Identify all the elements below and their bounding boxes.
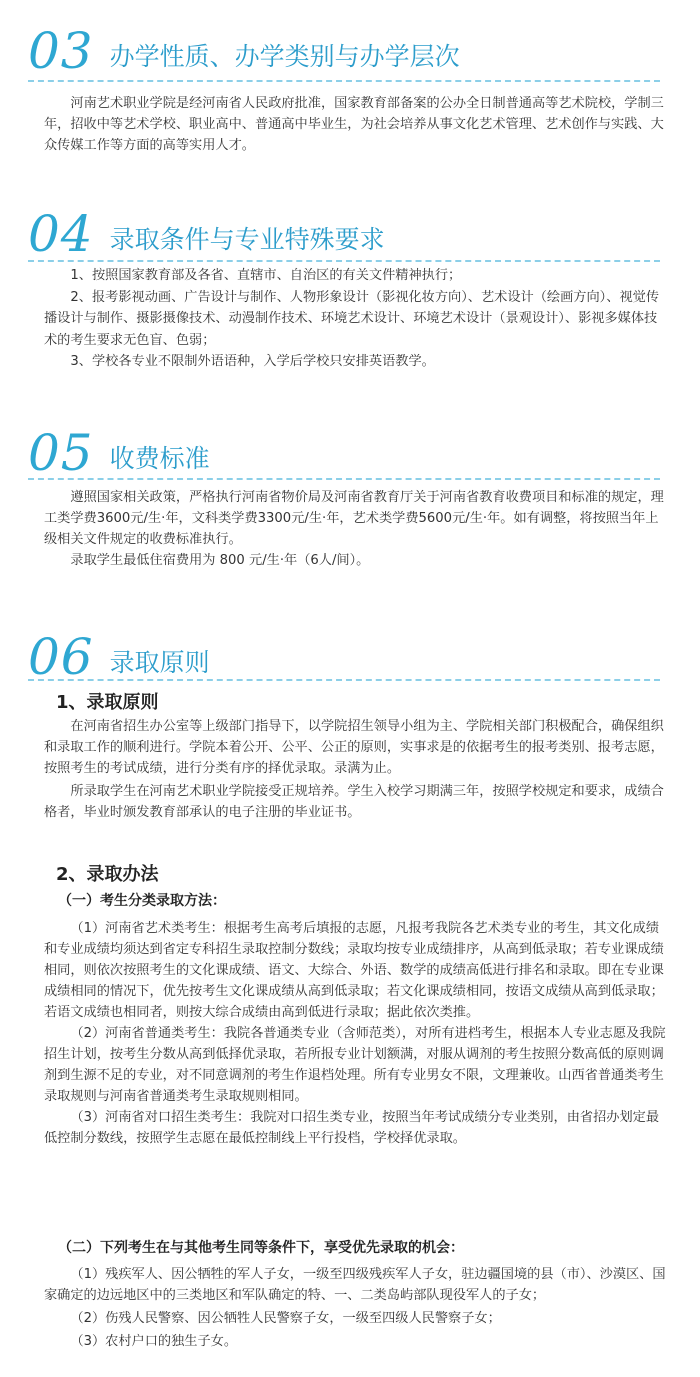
section-title: 录取条件与专业特殊要求 [109,225,385,254]
section-04-body [44,265,668,373]
paragraph: 所录取学生在河南艺术职业学院接受正规培养。学生入校学习期满三年，按照学校规定和要求，成绩合格者，毕业时颁发教育部承认的电子注册的毕业证书。 [44,784,664,820]
section-divider [28,80,660,82]
paragraph: （3）河南省对口招生类考生：我院对口招生类专业，按照当年考试成绩分专业类别，由省招办划定最低控制分数线，按照学生志愿在最低控制线上平行投档，学校择优录取。 [44,1110,660,1146]
section-05-body [44,487,666,571]
section-number: 06 [28,628,94,686]
priority-admission-body [44,1264,666,1352]
list-item: 2、报考影视动画、广告设计与制作、人物形象设计（影视化妆方向）、艺术设计（绘画方向）、视觉传播设计与制作、摄影摄像技术、动漫制作技术、环境艺术设计、环境艺术设计（景观设计）、影视多媒体技术的考生要求无色盲、色弱； [44,289,660,348]
section-number: 04 [28,205,94,263]
list-item: 1、按照国家教育部及各省、直辖市、自治区的有关文件精神执行； [70,268,462,283]
paragraph: （2）伤残人民警察、因公牺牲人民警察子女，一级至四级人民警察子女； [70,1311,501,1326]
heading-admission-principles: 1、录取原则 [56,692,159,713]
section-number: 03 [28,22,94,80]
paragraph: （1）残疾军人、因公牺牲的军人子女，一级至四级残疾军人子女，驻边疆国境的县（市）、沙漠区、国家确定的边远地区中的三类地区和军队确定的特、一、二类岛屿部队现役军人的子女； [44,1267,666,1303]
section-04-header [28,195,385,263]
paragraph: 河南艺术职业学院是经河南省人民政府批准，国家教育部备案的公办全日制普通高等艺术院校，学制三年，招收中等艺术学校、职业高中、普通高中毕业生，为社会培养从事文化艺术管理、艺术创作与实践、大众传媒工作等方面的高等实用人才。 [44,96,664,153]
section-divider [28,679,660,681]
section-title: 收费标准 [109,444,210,473]
section-number: 05 [28,424,94,482]
subheading-priority-admission: （二）下列考生在与其他考生同等条件下，享受优先录取的机会： [58,1240,464,1256]
paragraph: 在河南省招生办公室等上级部门指导下，以学院招生领导小组为主、学院相关部门积极配合，确保组织和录取工作的顺利进行。学院本着公开、公平、公正的原则，实事求是的依据考生的报考类别、报考志愿，按照考生的考试成绩，进行分类有序的择优录取。录满为止。 [44,719,664,776]
admission-principles-body [44,716,666,823]
classified-admission-body [44,918,666,1149]
paragraph: （3）农村户口的独生子女。 [70,1334,238,1349]
paragraph: （2）河南省普通类考生：我院各普通类专业（含师范类），对所有进档考生，根据本人专业志愿及我院招生计划，按考生分数从高到低择优录取，若所报专业计划额满，对服从调剂的考生按照分数高低的原则调剂到生源不足的专业，对不同意调剂的考生作退档处理。所有专业男女不限，文理兼收。山西省普通类考生录取规则与河南省普通类考生录取规则相同。 [44,1026,666,1104]
section-06-header [28,618,210,686]
paragraph: 录取学生最低住宿费用为 800 元/生·年（6人/间）。 [70,553,370,568]
section-divider [28,478,660,480]
section-05-header [28,414,210,482]
subheading-classified-admission: （一）考生分类录取方法： [58,893,226,909]
section-title: 录取原则 [109,648,210,677]
heading-admission-methods: 2、录取办法 [56,864,159,885]
paragraph: （1）河南省艺术类考生：根据考生高考后填报的志愿，凡报考我院各艺术类专业的考生，其文化成绩和专业成绩均须达到省定专科招生录取控制分数线；录取均按专业成绩排序，从高到低录取；若专业课成绩相同，则依次按照考生的文化课成绩、语文、大综合、外语、数学的成绩高低进行排名和录取。即在专业课成绩相同的情况下，优先按考生文化课成绩从高到低录取；若文化课成绩相同，按语文成绩从高到低录取；若语文成绩也相同者，则按大综合成绩由高到低进行录取；据此依次类推。 [44,921,664,1020]
list-item: 3、学校各专业不限制外语语种，入学后学校只安排英语教学。 [70,354,435,369]
section-03-body [44,93,666,156]
section-title: 办学性质、办学类别与办学层次 [109,42,460,71]
paragraph: 遵照国家相关政策，严格执行河南省物价局及河南省教育厅关于河南省教育收费项目和标准的规定，理工类学费3600元/生·年，文科类学费3300元/生·年，艺术类学费5600元/生·年。如有调整，将按照当年上级相关文件规定的收费标准执行。 [44,490,664,547]
section-03-header [28,12,460,80]
section-divider [28,260,660,262]
